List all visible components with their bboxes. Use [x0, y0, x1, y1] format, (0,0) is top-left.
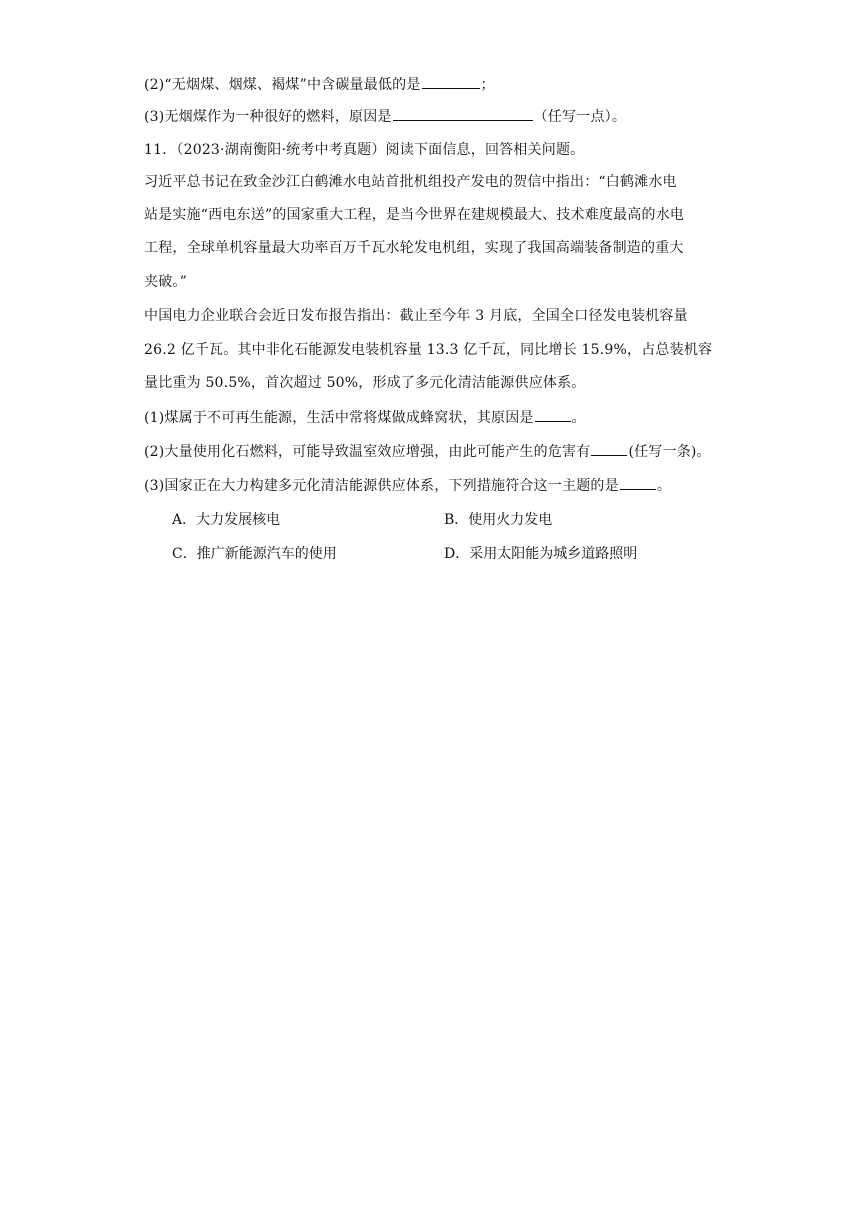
q11-sub2-line — [144, 441, 711, 462]
option-a[interactable]: A．大力发展核电 — [172, 512, 281, 528]
q11-para2-line3: 量比重为 50.5%，首次超过 50%，形成了多元化清洁能源供应体系。 — [144, 375, 586, 391]
q11-para1-line2: 站是实施“西电东送”的国家重大工程，是当今世界在建规模最大、技术难度最高的水电 — [144, 207, 685, 223]
q11-para2-line2: 26.2 亿千瓦。其中非化石能源发电装机容量 13.3 亿千瓦，同比增长 15.9%，占总装机容 — [144, 342, 713, 358]
option-d[interactable]: D．采用太阳能为城乡道路照明 — [444, 546, 638, 562]
q11-sub3-end: 。 — [656, 478, 672, 494]
q10-sub3-end: （任写一点）。 — [533, 109, 627, 125]
q11-header: 11．（2023·湖南衡阳·统考中考真题）阅读下面信息，回答相关问题。 — [144, 142, 585, 158]
q11-sub3-blank[interactable] — [620, 475, 656, 490]
q11-sub2-text: (2)大量使用化石燃料，可能导致温室效应增强，由此可能产生的危害有 — [144, 444, 591, 460]
q10-sub2-blank[interactable] — [422, 74, 480, 89]
q10-sub3-blank[interactable] — [393, 106, 533, 121]
q11-sub1-line — [144, 407, 586, 428]
q11-para2-line1: 中国电力企业联合会近日发布报告指出：截止至今年 3 月底，全国全口径发电装机容量 — [144, 308, 688, 324]
q11-sub2-blank[interactable] — [591, 441, 627, 456]
q11-sub3-text: (3)国家正在大力构建多元化清洁能源供应体系，下列措施符合这一主题的是 — [144, 478, 619, 494]
q11-sub3-line — [144, 475, 671, 496]
q10-sub3-line — [144, 106, 626, 127]
q11-sub2-end: (任写一条)。 — [628, 444, 711, 460]
q11-sub1-text: (1)煤属于不可再生能源，生活中常将煤做成蜂窝状，其原因是 — [144, 410, 534, 426]
q10-sub2-text: (2)“无烟煤、烟煤、褐煤”中含碳量最低的是 — [144, 77, 421, 93]
q11-sub1-blank[interactable] — [535, 407, 571, 422]
q11-para1-line1: 习近平总书记在致金沙江白鹤滩水电站首批机组投产发电的贺信中指出：“白鹤滩水电 — [144, 174, 677, 190]
q10-sub2-line — [144, 74, 495, 95]
q10-sub3-text: (3)无烟煤作为一种很好的燃料，原因是 — [144, 109, 392, 125]
q11-para1-line4: 夹破。” — [144, 274, 187, 290]
option-b[interactable]: B．使用火力发电 — [444, 512, 553, 528]
q10-sub2-end: ； — [480, 77, 495, 93]
q11-para1-line3: 工程，全球单机容量最大功率百万千瓦水轮发电机组，实现了我国高端装备制造的重大 — [144, 240, 684, 256]
q11-sub1-end: 。 — [571, 410, 586, 426]
option-c[interactable]: C．推广新能源汽车的使用 — [172, 546, 337, 562]
